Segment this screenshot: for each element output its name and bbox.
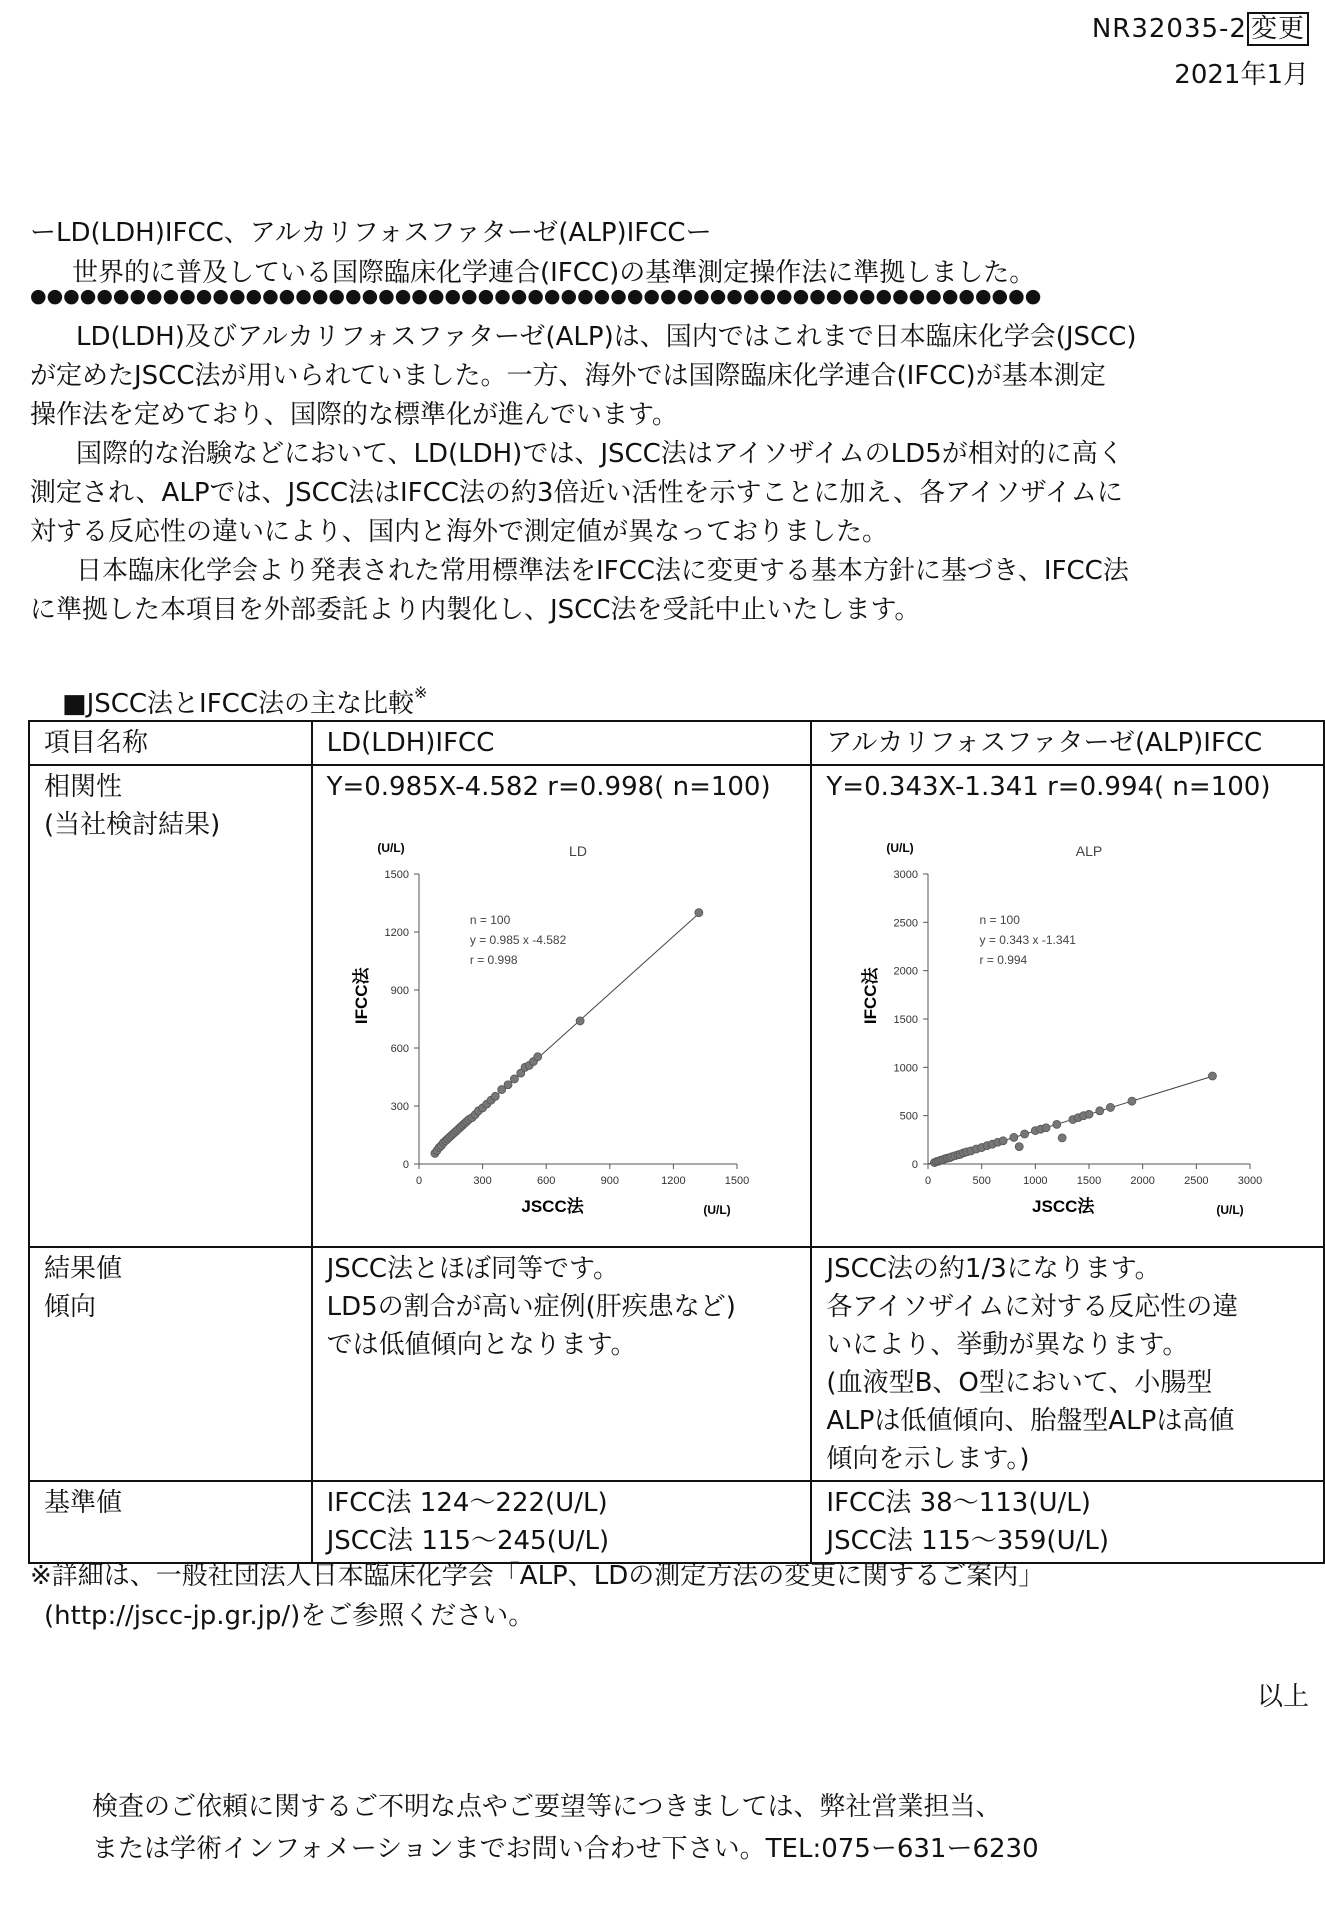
header-ld: LD(LDH)IFCC [312,721,812,765]
contact-footer [92,1786,1039,1870]
page-title: ーLD(LDH)IFCC、アルカリフォスファターゼ(ALP)IFCCー [30,218,712,248]
caption-text: ■JSCC法とIFCC法の主な比較 [62,689,414,719]
data-point [1096,1107,1104,1115]
x-tick-label: 3000 [1238,1175,1263,1187]
header-alp: アルカリフォスファターゼ(ALP)IFCC [811,721,1324,765]
result-line: 傾向を示します。) [826,1444,1030,1474]
table-caption [62,683,427,720]
y-axis-label: IFCC法 [861,967,881,1025]
y-tick-label: 2500 [893,917,919,930]
y-unit-label: (U/L) [886,841,915,855]
document-code [1092,8,1309,45]
table-row-correlation [29,765,1324,1247]
table-row-reference [29,1481,1324,1563]
data-point [533,1053,541,1061]
result-line: LD5の割合が高い症例(肝疾患など) [326,1292,736,1322]
ref-line: JSCC法 115～359(U/L) [826,1526,1109,1556]
correlation-alp-cell [811,765,1324,1247]
result-line: JSCC法とほぼ同等です。 [326,1254,619,1284]
label-line: 相関性 [44,772,123,802]
x-axis-label: JSCC法 [1032,1197,1095,1216]
x-tick-label: 2000 [1130,1175,1156,1187]
y-tick-label: 500 [900,1110,919,1123]
paragraph-line: LD(LDH)及びアルカリフォスファターゼ(ALP)は、国内ではこれまで日本臨床化学会(JSCC) [76,322,1137,352]
data-point [1128,1097,1136,1105]
paragraph-line: 測定され、ALPでは、JSCC法はIFCC法の約3倍近い活性を示すことに加え、各アイソザイムに [30,478,1123,508]
ref-line: JSCC法 115～245(U/L) [326,1526,610,1556]
stats-annotation: n = 100 [469,913,510,927]
table-row-result [29,1247,1324,1481]
lead-text: 世界的に普及している国際臨床化学連合(IFCC)の基準測定操作法に準拠しました。 [72,258,1036,288]
alp-regression: Y=0.343X-1.341 r=0.994( n=100) [826,772,1271,802]
stats-annotation: r = 0.998 [469,953,518,967]
x-tick-label: 1500 [1077,1175,1102,1187]
x-tick-label: 600 [536,1175,555,1187]
label-line: (当社検討結果) [44,810,221,840]
result-line: 各アイソザイムに対する反応性の違 [826,1292,1239,1322]
stats-annotation: r = 0.994 [979,953,1028,967]
x-tick-label: 0 [415,1175,422,1187]
alp-scatter-chart [826,806,1286,1226]
ref-line: IFCC法 124～222(U/L) [326,1488,608,1518]
data-point [1021,1130,1029,1138]
result-line: では低値傾向となります。 [326,1330,637,1360]
y-tick-label: 600 [390,1043,409,1055]
data-point [1016,1143,1024,1151]
data-point [1010,1133,1018,1141]
correlation-label [29,765,312,1247]
x-tick-label: 300 [472,1175,492,1187]
data-point [576,1017,584,1025]
data-point [504,1081,512,1089]
body-text [30,318,1300,630]
y-tick-label: 0 [402,1159,409,1171]
x-unit-label: (U/L) [1216,1203,1245,1217]
doc-code-text: NR32035-2 [1091,14,1247,44]
footer-line: または学術インフォメーションまでお問い合わせ下さい。TEL:075ー631ー6230 [92,1834,1039,1864]
paragraph-line: 対する反応性の違いにより、国内と海外で測定値が異なっておりました。 [30,517,889,547]
stats-annotation: n = 100 [979,913,1021,927]
y-tick-label: 900 [390,985,409,997]
data-point [510,1075,518,1083]
change-mark: 変更 [1247,12,1309,46]
result-ld-cell [312,1247,812,1481]
x-tick-label: 2500 [1184,1175,1209,1187]
y-tick-label: 2000 [893,965,919,978]
table-header-row [29,721,1324,765]
x-tick-label: 900 [600,1175,619,1187]
comparison-table [28,720,1325,1564]
data-point [1085,1110,1093,1118]
y-tick-label: 1000 [893,1062,919,1075]
data-point [1107,1103,1115,1111]
y-tick-label: 0 [912,1159,919,1171]
label-line: 結果値 [44,1254,123,1284]
data-point [1042,1124,1050,1132]
data-point [491,1092,499,1100]
y-tick-label: 3000 [893,869,919,881]
data-point [1000,1137,1008,1145]
reference-ld-cell [312,1481,812,1563]
ld-regression: Y=0.985X-4.582 r=0.998( n=100) [326,772,771,802]
note-line: ※詳細は、一般社団法人日本臨床化学会「ALP、LDの測定方法の変更に関するご案内」 [30,1561,1045,1591]
dotted-divider: ●●●●●●●●●●●●●●●●●●●●●●●●●●●●●●●●●●●●●●●●●●●●●●●●●●●●●●●●●●●●● [30,285,1042,307]
note-url-line: (http://jscc-jp.gr.jp/)をご参照ください。 [44,1601,535,1631]
result-line: ALPは低値傾向、胎盤型ALPは高値 [826,1406,1235,1436]
paragraph-line: が定めたJSCC法が用いられていました。一方、海外では国際臨床化学連合(IFCC)が基本測定 [30,361,1106,391]
chart-title: LD [568,843,587,859]
paragraph-2 [30,435,1300,552]
x-tick-label: 1500 [724,1175,749,1187]
data-point [1209,1072,1217,1080]
x-tick-label: 1000 [1023,1175,1048,1187]
y-tick-label: 1500 [384,869,409,881]
header-item-name: 項目名称 [29,721,312,765]
y-unit-label: (U/L) [376,841,405,855]
data-point [1059,1134,1067,1142]
x-tick-label: 1200 [660,1175,686,1187]
result-line: (血液型B、O型において、小腸型 [826,1368,1213,1398]
paragraph-line: 国際的な治験などにおいて、LD(LDH)では、JSCC法はアイソザイムのLD5が相対的に高く [76,439,1124,469]
y-tick-label: 300 [390,1101,409,1113]
ref-line: IFCC法 38～113(U/L) [826,1488,1091,1518]
paragraph-line: 日本臨床化学会より発表された常用標準法をIFCC法に変更する基本方針に基づき、IFCC法 [76,556,1129,586]
reference-alp-cell [811,1481,1324,1563]
detail-note [30,1556,1044,1636]
ld-scatter-chart [327,806,777,1226]
result-label [29,1247,312,1481]
chart-title: ALP [1076,843,1103,859]
x-tick-label: 0 [925,1175,932,1187]
data-point [694,909,702,917]
y-tick-label: 1500 [893,1014,919,1026]
x-axis-label: JSCC法 [520,1197,584,1216]
issue-date: 2021年1月 [1174,60,1309,90]
paragraph-line: 操作法を定めており、国際的な標準化が進んでいます。 [30,400,678,430]
footer-line: 検査のご依頼に関するご不明な点やご要望等につきましては、弊社営業担当、 [92,1792,1002,1822]
data-point [1053,1120,1061,1128]
paragraph-line: に準拠した本項目を外部委託より内製化し、JSCC法を受託中止いたします。 [30,595,921,625]
x-unit-label: (U/L) [702,1203,731,1217]
y-axis-label: IFCC法 [351,967,371,1025]
stats-annotation: y = 0.985 x -4.582 [469,933,566,947]
x-tick-label: 500 [972,1175,992,1187]
closing-mark: 以上 [1256,1682,1309,1712]
correlation-ld-cell [312,765,812,1247]
result-line: JSCC法の約1/3になります。 [826,1254,1161,1284]
paragraph-1 [30,318,1300,435]
paragraph-3 [30,552,1300,630]
caption-note-mark: ※ [413,683,428,702]
y-tick-label: 1200 [384,927,409,939]
stats-annotation: y = 0.343 x -1.341 [979,933,1077,947]
label-line: 傾向 [44,1292,97,1322]
reference-label: 基準値 [29,1481,312,1563]
result-line: いにより、挙動が異なります。 [826,1330,1189,1360]
result-alp-cell [811,1247,1324,1481]
